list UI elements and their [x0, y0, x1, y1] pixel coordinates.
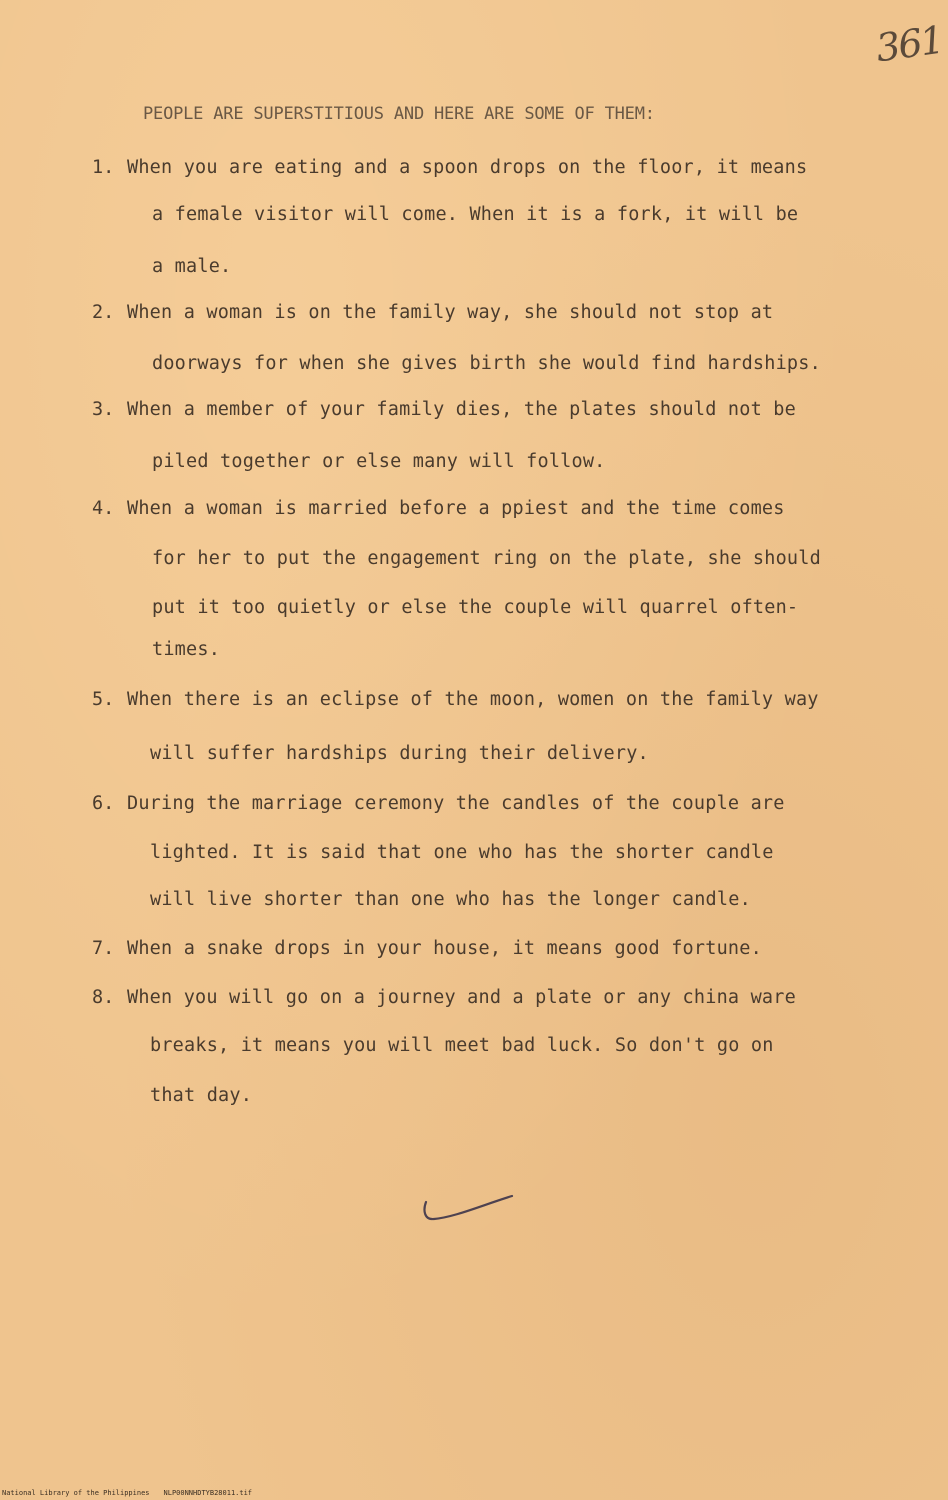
checkmark-icon [420, 1190, 520, 1230]
item-line: that day. [150, 1085, 253, 1106]
footer-file: NLP00NNHDTYB28011.tif [163, 1489, 253, 1497]
item-number: 2. [92, 302, 115, 323]
item-line: piled together or else many will follow. [152, 451, 606, 472]
item-number: 5. [92, 689, 115, 710]
document-title: PEOPLE ARE SUPERSTITIOUS AND HERE ARE SOME OF THEM: [143, 104, 655, 124]
item-line: will suffer hardships during their delivery. [150, 743, 649, 764]
item-number: 6. [92, 793, 115, 814]
item-number: 1. [92, 157, 115, 178]
item-line: During the marriage ceremony the candles of the couple are [127, 793, 785, 814]
item-line: lighted. It is said that one who has the shorter candle [150, 842, 774, 863]
item-line: will live shorter than one who has the longer candle. [150, 889, 751, 910]
item-number: 3. [92, 399, 115, 420]
item-number: 4. [92, 498, 115, 519]
item-line: When a woman is on the family way, she should not stop at [127, 302, 774, 323]
item-line: When you are eating and a spoon drops on the floor, it means [127, 157, 808, 178]
item-line: When a woman is married before a ppiest and the time comes [127, 498, 785, 519]
item-line: When a snake drops in your house, it means good fortune. [127, 938, 762, 959]
item-line: put it too quietly or else the couple will quarrel often- [152, 597, 799, 618]
item-line: When there is an eclipse of the moon, women on the family way [127, 689, 819, 710]
item-line: a male. [152, 256, 232, 277]
item-number: 8. [92, 987, 115, 1008]
handwritten-page-number: 361 [873, 17, 946, 71]
item-number: 7. [92, 938, 115, 959]
item-line: When you will go on a journey and a plate or any china ware [127, 987, 796, 1008]
item-line: times. [152, 639, 221, 660]
item-line: doorways for when she gives birth she would find hardships. [152, 353, 821, 374]
item-line: When a member of your family dies, the plates should not be [127, 399, 796, 420]
item-line: a female visitor will come. When it is a fork, it will be [152, 204, 799, 225]
scan-footer [2, 1489, 252, 1497]
item-line: for her to put the engagement ring on the plate, she should [152, 548, 821, 569]
footer-library: National Library of the Philippines [2, 1489, 150, 1497]
item-line: breaks, it means you will meet bad luck. So don't go on [150, 1035, 774, 1056]
